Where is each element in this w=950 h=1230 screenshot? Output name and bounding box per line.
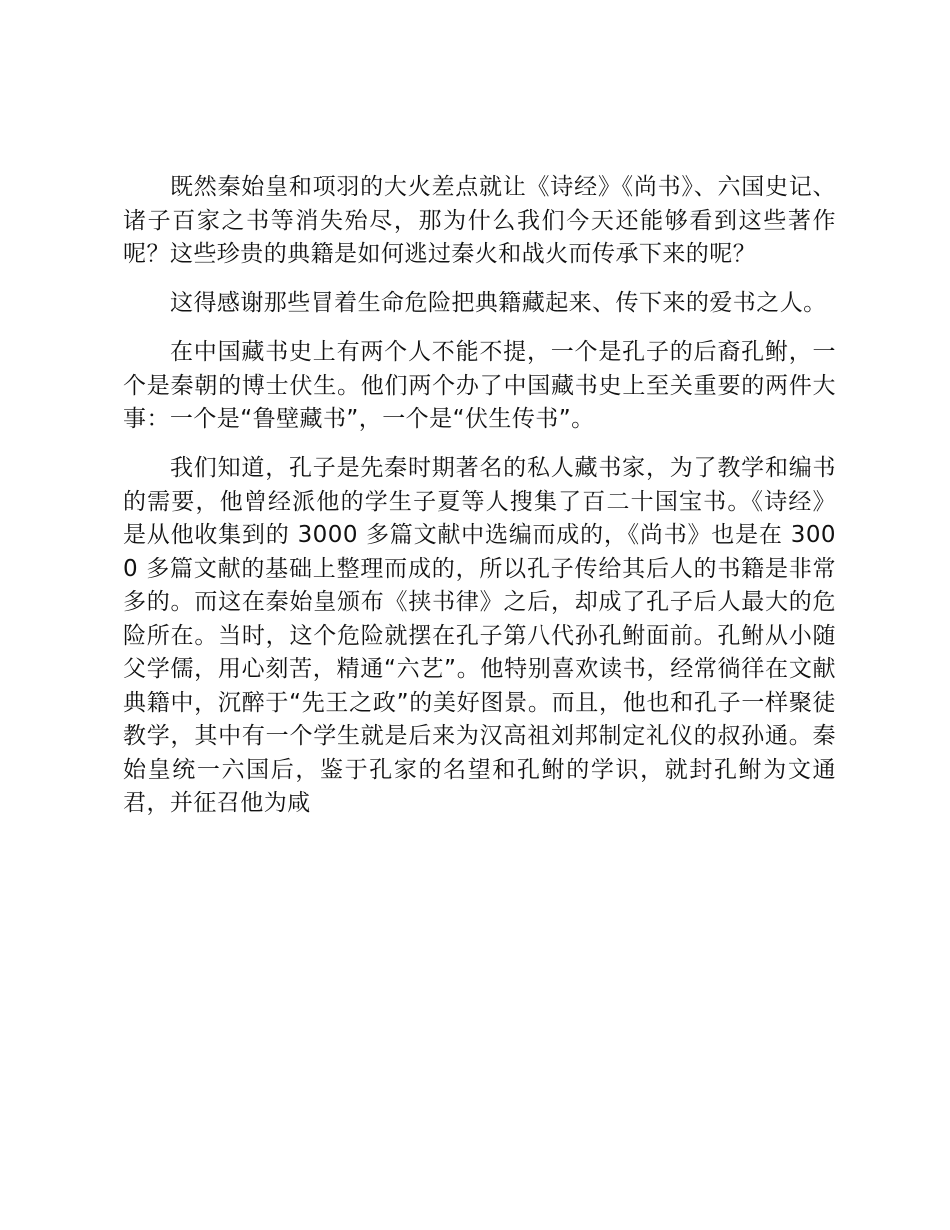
- paragraph-3: 在中国藏书史上有两个人不能不提，一个是孔子的后裔孔鲋，一个是秦朝的博士伏生。他们两个办了中国藏书史上至关重要的两件大事：一个是“鲁壁藏书”，一个是“伏生传书”。: [123, 339, 836, 432]
- paragraph-4: 我们知道，孔子是先秦时期著名的私人藏书家，为了教学和编书的需要，他曾经派他的学生子夏等人搜集了百二十国宝书。《诗经》是从他收集到的 3000 多篇文献中选编而成的，《尚书》也是在 3000 多篇文献的基础上整理而成的，所以孔子传给其后人的书籍是非常多的。而这在秦始皇颁布《挟书律》之后，却成了孔子后人最大的危险所在。当时，这个危险就摆在孔子第八代孙孔鲋面前。孔鲋从小随父学儒，用心刻苦，精通“六艺”。他特别喜欢读书，经常徜徉在文献典籍中，沉醉于“先王之政”的美好图景。而且，他也和孔子一样聚徒教学，其中有一个学生就是后来为汉高祖刘邦制定礼仪的叔孙通。秦始皇统一六国后，鉴于孔家的名望和孔鲋的学识，就封孔鲋为文通君，并征召他为咸: [123, 455, 836, 816]
- paragraph-2: 这得感谢那些冒着生命危险把典籍藏起来、传下来的爱书之人。: [170, 290, 827, 316]
- document-body: [123, 171, 836, 821]
- paragraph-1: 既然秦始皇和项羽的大火差点就让《诗经》《尚书》、六国史记、诸子百家之书等消失殆尽，那为什么我们今天还能够看到这些著作呢？这些珍贵的典籍是如何逃过秦火和战火而传承下来的呢？: [123, 174, 836, 267]
